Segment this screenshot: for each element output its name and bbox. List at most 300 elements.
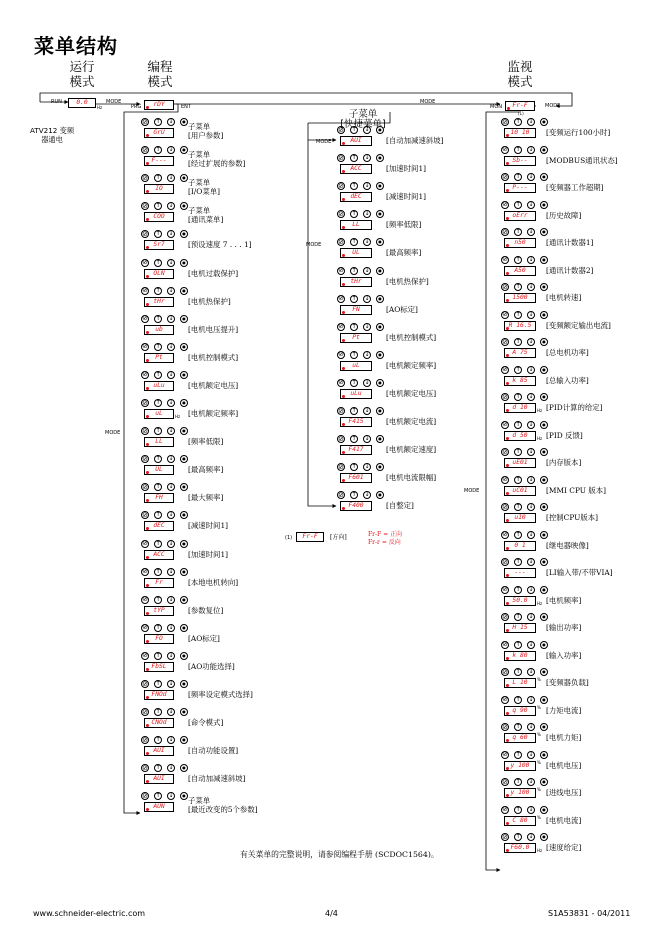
- arrow-down-icon[interactable]: [167, 511, 175, 519]
- menu-code-display[interactable]: [144, 802, 174, 812]
- enter-icon[interactable]: [540, 531, 548, 539]
- menu-code-display[interactable]: [340, 333, 372, 343]
- enter-icon[interactable]: [540, 723, 548, 731]
- menu-code-display[interactable]: [504, 266, 536, 276]
- arrow-down-icon[interactable]: [167, 483, 175, 491]
- arrow-up-icon[interactable]: [514, 421, 522, 429]
- escape-icon[interactable]: [501, 586, 509, 594]
- arrow-up-icon[interactable]: [154, 343, 162, 351]
- arrow-up-icon[interactable]: [514, 118, 522, 126]
- enter-icon[interactable]: [376, 491, 384, 499]
- arrow-up-icon[interactable]: [154, 652, 162, 660]
- arrow-up-icon[interactable]: [154, 399, 162, 407]
- enter-icon[interactable]: [180, 511, 188, 519]
- menu-code-display[interactable]: [144, 437, 174, 447]
- arrow-up-icon[interactable]: [514, 393, 522, 401]
- menu-code-display[interactable]: [340, 164, 372, 174]
- enter-icon[interactable]: [180, 483, 188, 491]
- arrow-down-icon[interactable]: [527, 503, 535, 511]
- escape-icon[interactable]: [501, 146, 509, 154]
- arrow-down-icon[interactable]: [363, 351, 371, 359]
- escape-icon[interactable]: [501, 393, 509, 401]
- menu-code-display[interactable]: [144, 325, 174, 335]
- enter-icon[interactable]: [376, 126, 384, 134]
- arrow-up-icon[interactable]: [514, 201, 522, 209]
- menu-code-display[interactable]: [144, 550, 174, 560]
- arrow-down-icon[interactable]: [527, 613, 535, 621]
- escape-icon[interactable]: [337, 267, 345, 275]
- arrow-up-icon[interactable]: [514, 476, 522, 484]
- arrow-up-icon[interactable]: [154, 230, 162, 238]
- arrow-up-icon[interactable]: [350, 267, 358, 275]
- arrow-up-icon[interactable]: [514, 173, 522, 181]
- enter-icon[interactable]: [180, 680, 188, 688]
- arrow-down-icon[interactable]: [527, 173, 535, 181]
- enter-icon[interactable]: [180, 371, 188, 379]
- escape-icon[interactable]: [501, 201, 509, 209]
- arrow-down-icon[interactable]: [363, 407, 371, 415]
- escape-icon[interactable]: [141, 230, 149, 238]
- menu-code-display[interactable]: [340, 192, 372, 202]
- escape-icon[interactable]: [337, 126, 345, 134]
- enter-icon[interactable]: [376, 379, 384, 387]
- menu-code-display[interactable]: [144, 409, 174, 419]
- enter-icon[interactable]: [376, 154, 384, 162]
- escape-icon[interactable]: [501, 503, 509, 511]
- enter-icon[interactable]: [540, 366, 548, 374]
- arrow-up-icon[interactable]: [154, 540, 162, 548]
- escape-icon[interactable]: [141, 455, 149, 463]
- arrow-down-icon[interactable]: [167, 343, 175, 351]
- arrow-down-icon[interactable]: [363, 323, 371, 331]
- escape-icon[interactable]: [141, 118, 149, 126]
- arrow-up-icon[interactable]: [514, 448, 522, 456]
- arrow-up-icon[interactable]: [514, 366, 522, 374]
- escape-icon[interactable]: [501, 531, 509, 539]
- escape-icon[interactable]: [141, 343, 149, 351]
- arrow-down-icon[interactable]: [527, 751, 535, 759]
- escape-icon[interactable]: [141, 315, 149, 323]
- arrow-down-icon[interactable]: [167, 230, 175, 238]
- arrow-up-icon[interactable]: [154, 483, 162, 491]
- enter-icon[interactable]: [180, 540, 188, 548]
- arrow-down-icon[interactable]: [167, 399, 175, 407]
- escape-icon[interactable]: [501, 311, 509, 319]
- escape-icon[interactable]: [501, 558, 509, 566]
- escape-icon[interactable]: [501, 751, 509, 759]
- arrow-down-icon[interactable]: [363, 154, 371, 162]
- menu-code-display[interactable]: [340, 361, 372, 371]
- enter-icon[interactable]: [180, 708, 188, 716]
- arrow-up-icon[interactable]: [350, 351, 358, 359]
- arrow-down-icon[interactable]: [527, 641, 535, 649]
- arrow-down-icon[interactable]: [363, 182, 371, 190]
- arrow-up-icon[interactable]: [514, 833, 522, 841]
- escape-icon[interactable]: [141, 568, 149, 576]
- menu-code-display[interactable]: [504, 541, 536, 551]
- escape-icon[interactable]: [141, 287, 149, 295]
- escape-icon[interactable]: [337, 182, 345, 190]
- enter-icon[interactable]: [376, 351, 384, 359]
- escape-icon[interactable]: [141, 371, 149, 379]
- menu-code-display[interactable]: [144, 212, 174, 222]
- enter-icon[interactable]: [540, 448, 548, 456]
- arrow-down-icon[interactable]: [527, 806, 535, 814]
- arrow-up-icon[interactable]: [350, 238, 358, 246]
- menu-code-display[interactable]: [504, 293, 536, 303]
- arrow-down-icon[interactable]: [363, 126, 371, 134]
- arrow-up-icon[interactable]: [154, 371, 162, 379]
- enter-icon[interactable]: [540, 118, 548, 126]
- arrow-down-icon[interactable]: [527, 118, 535, 126]
- arrow-up-icon[interactable]: [154, 146, 162, 154]
- enter-icon[interactable]: [540, 311, 548, 319]
- escape-icon[interactable]: [501, 421, 509, 429]
- escape-icon[interactable]: [501, 778, 509, 786]
- arrow-down-icon[interactable]: [527, 558, 535, 566]
- enter-icon[interactable]: [180, 174, 188, 182]
- enter-icon[interactable]: [180, 287, 188, 295]
- menu-code-display[interactable]: [144, 465, 174, 475]
- escape-icon[interactable]: [141, 624, 149, 632]
- arrow-down-icon[interactable]: [167, 540, 175, 548]
- menu-code-display[interactable]: [144, 718, 174, 728]
- escape-icon[interactable]: [501, 696, 509, 704]
- menu-code-display[interactable]: [340, 417, 372, 427]
- menu-code-display[interactable]: [504, 211, 536, 221]
- arrow-up-icon[interactable]: [154, 174, 162, 182]
- enter-icon[interactable]: [376, 238, 384, 246]
- arrow-up-icon[interactable]: [154, 315, 162, 323]
- enter-icon[interactable]: [540, 641, 548, 649]
- arrow-down-icon[interactable]: [167, 371, 175, 379]
- enter-icon[interactable]: [180, 455, 188, 463]
- menu-code-display[interactable]: [504, 596, 536, 606]
- menu-code-display[interactable]: [504, 678, 536, 688]
- arrow-up-icon[interactable]: [350, 379, 358, 387]
- enter-icon[interactable]: [180, 792, 188, 800]
- arrow-down-icon[interactable]: [527, 586, 535, 594]
- arrow-down-icon[interactable]: [363, 463, 371, 471]
- enter-icon[interactable]: [540, 228, 548, 236]
- menu-code-display[interactable]: [340, 136, 372, 146]
- arrow-up-icon[interactable]: [514, 586, 522, 594]
- menu-code-display[interactable]: [504, 238, 536, 248]
- escape-icon[interactable]: [501, 173, 509, 181]
- menu-code-display[interactable]: [144, 353, 174, 363]
- escape-icon[interactable]: [501, 228, 509, 236]
- enter-icon[interactable]: [540, 283, 548, 291]
- enter-icon[interactable]: [540, 421, 548, 429]
- menu-code-display[interactable]: [340, 389, 372, 399]
- enter-icon[interactable]: [540, 613, 548, 621]
- escape-icon[interactable]: [337, 379, 345, 387]
- enter-icon[interactable]: [376, 295, 384, 303]
- arrow-up-icon[interactable]: [514, 256, 522, 264]
- enter-icon[interactable]: [180, 427, 188, 435]
- arrow-up-icon[interactable]: [350, 210, 358, 218]
- enter-icon[interactable]: [180, 230, 188, 238]
- menu-code-display[interactable]: [144, 634, 174, 644]
- enter-icon[interactable]: [540, 256, 548, 264]
- arrow-up-icon[interactable]: [514, 558, 522, 566]
- arrow-down-icon[interactable]: [167, 624, 175, 632]
- menu-code-display[interactable]: [340, 473, 372, 483]
- enter-icon[interactable]: [376, 182, 384, 190]
- escape-icon[interactable]: [141, 708, 149, 716]
- enter-icon[interactable]: [376, 463, 384, 471]
- menu-code-display[interactable]: [144, 662, 174, 672]
- arrow-down-icon[interactable]: [527, 778, 535, 786]
- menu-code-display[interactable]: [144, 156, 174, 166]
- enter-icon[interactable]: [180, 624, 188, 632]
- menu-code-display[interactable]: [504, 816, 536, 826]
- enter-icon[interactable]: [180, 399, 188, 407]
- menu-code-display[interactable]: [504, 156, 536, 166]
- arrow-down-icon[interactable]: [167, 118, 175, 126]
- enter-icon[interactable]: [376, 323, 384, 331]
- enter-icon[interactable]: [376, 267, 384, 275]
- menu-code-display[interactable]: [340, 305, 372, 315]
- arrow-down-icon[interactable]: [167, 455, 175, 463]
- menu-code-display[interactable]: [144, 297, 174, 307]
- escape-icon[interactable]: [501, 256, 509, 264]
- arrow-down-icon[interactable]: [363, 267, 371, 275]
- arrow-down-icon[interactable]: [167, 680, 175, 688]
- arrow-up-icon[interactable]: [154, 596, 162, 604]
- arrow-down-icon[interactable]: [167, 174, 175, 182]
- menu-code-display[interactable]: [504, 348, 536, 358]
- escape-icon[interactable]: [501, 613, 509, 621]
- enter-icon[interactable]: [540, 778, 548, 786]
- menu-code-display[interactable]: [144, 746, 174, 756]
- arrow-up-icon[interactable]: [514, 778, 522, 786]
- enter-icon[interactable]: [376, 435, 384, 443]
- enter-icon[interactable]: [540, 833, 548, 841]
- arrow-down-icon[interactable]: [527, 393, 535, 401]
- escape-icon[interactable]: [141, 427, 149, 435]
- arrow-up-icon[interactable]: [514, 751, 522, 759]
- arrow-down-icon[interactable]: [167, 259, 175, 267]
- enter-icon[interactable]: [180, 764, 188, 772]
- menu-code-display[interactable]: [504, 321, 536, 331]
- menu-code-display[interactable]: [504, 431, 536, 441]
- enter-icon[interactable]: [540, 751, 548, 759]
- arrow-down-icon[interactable]: [167, 568, 175, 576]
- enter-icon[interactable]: [180, 146, 188, 154]
- arrow-up-icon[interactable]: [154, 792, 162, 800]
- menu-code-display[interactable]: [144, 774, 174, 784]
- arrow-up-icon[interactable]: [154, 455, 162, 463]
- menu-code-display[interactable]: [144, 690, 174, 700]
- menu-code-display[interactable]: [144, 521, 174, 531]
- menu-code-display[interactable]: [144, 184, 174, 194]
- arrow-down-icon[interactable]: [363, 238, 371, 246]
- arrow-down-icon[interactable]: [527, 421, 535, 429]
- arrow-up-icon[interactable]: [154, 736, 162, 744]
- enter-icon[interactable]: [180, 596, 188, 604]
- arrow-down-icon[interactable]: [527, 668, 535, 676]
- escape-icon[interactable]: [337, 491, 345, 499]
- menu-code-display[interactable]: [504, 843, 536, 853]
- escape-icon[interactable]: [501, 118, 509, 126]
- enter-icon[interactable]: [540, 393, 548, 401]
- arrow-up-icon[interactable]: [154, 118, 162, 126]
- arrow-up-icon[interactable]: [514, 531, 522, 539]
- arrow-up-icon[interactable]: [154, 259, 162, 267]
- enter-icon[interactable]: [180, 118, 188, 126]
- escape-icon[interactable]: [141, 174, 149, 182]
- enter-icon[interactable]: [540, 201, 548, 209]
- arrow-down-icon[interactable]: [527, 338, 535, 346]
- arrow-down-icon[interactable]: [363, 435, 371, 443]
- menu-code-display[interactable]: [340, 220, 372, 230]
- escape-icon[interactable]: [141, 146, 149, 154]
- menu-code-display[interactable]: [504, 623, 536, 633]
- enter-icon[interactable]: [540, 476, 548, 484]
- arrow-up-icon[interactable]: [350, 323, 358, 331]
- arrow-up-icon[interactable]: [514, 311, 522, 319]
- enter-icon[interactable]: [376, 407, 384, 415]
- enter-icon[interactable]: [540, 338, 548, 346]
- arrow-down-icon[interactable]: [167, 202, 175, 210]
- arrow-down-icon[interactable]: [527, 696, 535, 704]
- arrow-up-icon[interactable]: [350, 126, 358, 134]
- escape-icon[interactable]: [141, 652, 149, 660]
- menu-code-display[interactable]: [144, 493, 174, 503]
- menu-code-display[interactable]: [504, 128, 536, 138]
- escape-icon[interactable]: [337, 238, 345, 246]
- menu-code-display[interactable]: [340, 248, 372, 258]
- enter-icon[interactable]: [180, 343, 188, 351]
- arrow-up-icon[interactable]: [154, 287, 162, 295]
- enter-icon[interactable]: [180, 202, 188, 210]
- arrow-down-icon[interactable]: [527, 448, 535, 456]
- escape-icon[interactable]: [141, 399, 149, 407]
- menu-code-display[interactable]: [144, 606, 174, 616]
- arrow-up-icon[interactable]: [514, 723, 522, 731]
- enter-icon[interactable]: [540, 668, 548, 676]
- arrow-down-icon[interactable]: [527, 146, 535, 154]
- menu-code-display[interactable]: [144, 578, 174, 588]
- arrow-up-icon[interactable]: [514, 503, 522, 511]
- arrow-up-icon[interactable]: [514, 228, 522, 236]
- arrow-down-icon[interactable]: [527, 531, 535, 539]
- menu-code-display[interactable]: [504, 458, 536, 468]
- escape-icon[interactable]: [337, 407, 345, 415]
- menu-code-display[interactable]: [504, 651, 536, 661]
- arrow-down-icon[interactable]: [527, 201, 535, 209]
- menu-code-display[interactable]: [340, 445, 372, 455]
- escape-icon[interactable]: [501, 723, 509, 731]
- menu-code-display[interactable]: [144, 128, 174, 138]
- arrow-down-icon[interactable]: [363, 210, 371, 218]
- arrow-up-icon[interactable]: [154, 680, 162, 688]
- escape-icon[interactable]: [501, 833, 509, 841]
- arrow-up-icon[interactable]: [514, 146, 522, 154]
- arrow-down-icon[interactable]: [527, 476, 535, 484]
- arrow-up-icon[interactable]: [514, 338, 522, 346]
- enter-icon[interactable]: [540, 173, 548, 181]
- arrow-up-icon[interactable]: [350, 407, 358, 415]
- escape-icon[interactable]: [141, 511, 149, 519]
- escape-icon[interactable]: [337, 351, 345, 359]
- arrow-down-icon[interactable]: [167, 652, 175, 660]
- arrow-up-icon[interactable]: [350, 491, 358, 499]
- menu-code-display[interactable]: [504, 788, 536, 798]
- menu-code-display[interactable]: [504, 733, 536, 743]
- escape-icon[interactable]: [337, 323, 345, 331]
- arrow-up-icon[interactable]: [514, 806, 522, 814]
- escape-icon[interactable]: [337, 210, 345, 218]
- arrow-down-icon[interactable]: [527, 256, 535, 264]
- escape-icon[interactable]: [501, 366, 509, 374]
- escape-icon[interactable]: [501, 338, 509, 346]
- escape-icon[interactable]: [501, 641, 509, 649]
- escape-icon[interactable]: [337, 435, 345, 443]
- arrow-down-icon[interactable]: [363, 379, 371, 387]
- arrow-down-icon[interactable]: [527, 228, 535, 236]
- escape-icon[interactable]: [141, 680, 149, 688]
- escape-icon[interactable]: [337, 463, 345, 471]
- menu-code-display[interactable]: [504, 568, 536, 578]
- menu-code-display[interactable]: [504, 486, 536, 496]
- enter-icon[interactable]: [180, 315, 188, 323]
- arrow-down-icon[interactable]: [167, 146, 175, 154]
- escape-icon[interactable]: [501, 668, 509, 676]
- escape-icon[interactable]: [141, 540, 149, 548]
- menu-code-display[interactable]: [504, 761, 536, 771]
- enter-icon[interactable]: [540, 146, 548, 154]
- escape-icon[interactable]: [141, 764, 149, 772]
- arrow-down-icon[interactable]: [167, 427, 175, 435]
- arrow-up-icon[interactable]: [154, 708, 162, 716]
- arrow-up-icon[interactable]: [154, 511, 162, 519]
- menu-code-display[interactable]: [144, 381, 174, 391]
- menu-code-display[interactable]: [144, 240, 174, 250]
- arrow-up-icon[interactable]: [514, 668, 522, 676]
- menu-code-display[interactable]: [504, 706, 536, 716]
- escape-icon[interactable]: [141, 202, 149, 210]
- escape-icon[interactable]: [501, 476, 509, 484]
- arrow-down-icon[interactable]: [527, 311, 535, 319]
- enter-icon[interactable]: [540, 696, 548, 704]
- menu-code-display[interactable]: [504, 183, 536, 193]
- menu-code-display[interactable]: [340, 277, 372, 287]
- enter-icon[interactable]: [376, 210, 384, 218]
- arrow-up-icon[interactable]: [350, 182, 358, 190]
- arrow-down-icon[interactable]: [167, 764, 175, 772]
- enter-icon[interactable]: [540, 503, 548, 511]
- escape-icon[interactable]: [501, 806, 509, 814]
- arrow-down-icon[interactable]: [527, 723, 535, 731]
- escape-icon[interactable]: [337, 295, 345, 303]
- arrow-up-icon[interactable]: [350, 435, 358, 443]
- arrow-up-icon[interactable]: [514, 641, 522, 649]
- arrow-up-icon[interactable]: [154, 427, 162, 435]
- arrow-up-icon[interactable]: [154, 624, 162, 632]
- arrow-down-icon[interactable]: [527, 283, 535, 291]
- escape-icon[interactable]: [141, 792, 149, 800]
- enter-icon[interactable]: [180, 652, 188, 660]
- arrow-up-icon[interactable]: [350, 154, 358, 162]
- arrow-down-icon[interactable]: [363, 491, 371, 499]
- escape-icon[interactable]: [501, 448, 509, 456]
- escape-icon[interactable]: [501, 283, 509, 291]
- arrow-up-icon[interactable]: [514, 696, 522, 704]
- arrow-down-icon[interactable]: [167, 596, 175, 604]
- escape-icon[interactable]: [141, 736, 149, 744]
